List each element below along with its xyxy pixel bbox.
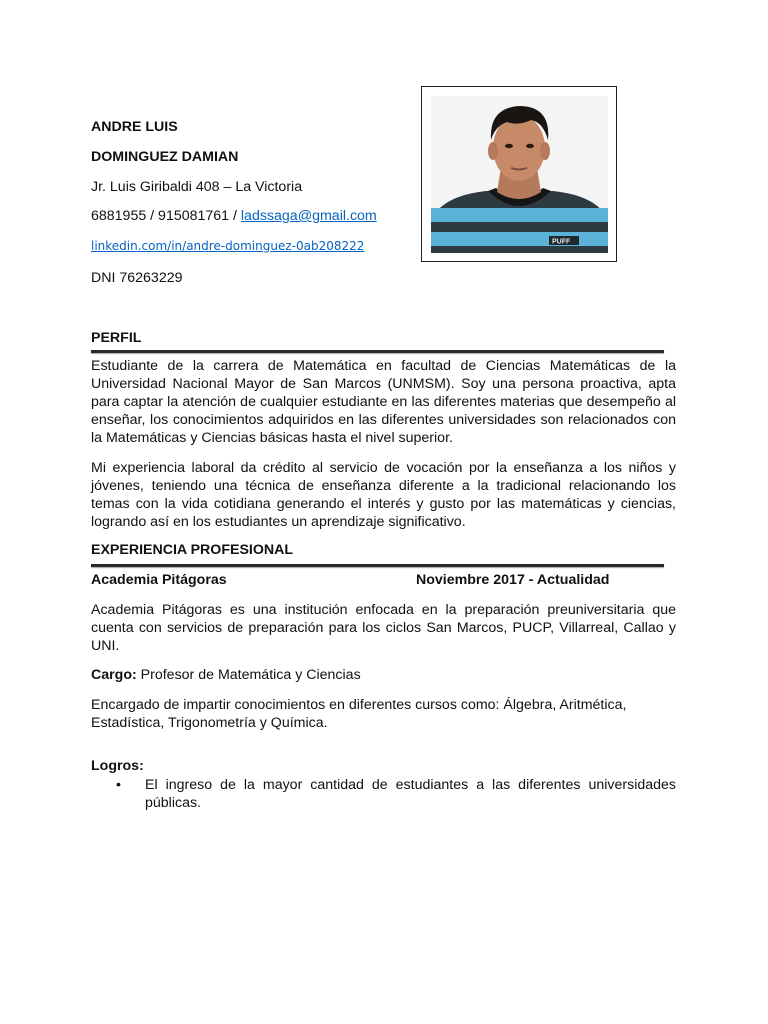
logros-item xyxy=(116,776,676,812)
profile-photo-frame xyxy=(421,86,617,262)
employer-description: Academia Pitágoras es una institución enfocada en la preparación preuniversitaria que cuenta con servicios de preparación para los ciclos San Marcos, PUCP, Villarreal, Callao y UNI. xyxy=(91,602,676,654)
contact-line xyxy=(91,208,377,224)
logros-list xyxy=(116,776,676,812)
section-title-experiencia: EXPERIENCIA PROFESIONAL xyxy=(91,542,294,558)
section-title-perfil: PERFIL xyxy=(91,330,142,346)
cargo-line xyxy=(91,667,361,683)
dni: DNI 76263229 xyxy=(91,270,183,286)
employment-period: Noviembre 2017 - Actualidad xyxy=(416,572,610,588)
name-last: DOMINGUEZ DAMIAN xyxy=(91,149,239,165)
perfil-divider xyxy=(91,350,664,353)
shirt-text: PUFF xyxy=(552,238,571,246)
logros-title: Logros: xyxy=(91,758,144,774)
experiencia-divider xyxy=(91,564,664,567)
perfil-paragraph-1: Estudiante de la carrera de Matemática en facultad de Ciencias Matemáticas de la Universidad Nacional Mayor de San Marcos (UNMSM). Soy una persona proactiva, apta para captar la atención de cualquier estudiante en las diferentes materias que desempeño al enseñar, los conocimientos adquiridos en las diferentes universidades son relacionados con la Matemáticas y Ciencias básicas hasta el nivel superior. xyxy=(91,358,676,446)
name-first: ANDRE LUIS xyxy=(91,119,178,135)
bullet-icon: • xyxy=(116,777,121,793)
employer-name: Academia Pitágoras xyxy=(91,572,227,588)
address: Jr. Luis Giribaldi 408 – La Victoria xyxy=(91,179,303,195)
linkedin-link[interactable]: linkedin.com/in/andre-dominguez-0ab208222 xyxy=(91,239,365,253)
perfil-paragraph-2: Mi experiencia laboral da crédito al servicio de vocación por la enseñanza a los niños y jóvenes, teniendo una técnica de enseñanza diferente a la tradicional relacionando los temas con la vida cotidiana generando el interés y gusto por las matemáticas y ciencias, logrando así en los estudiantes un aprendizaje significativo. xyxy=(91,460,676,530)
cargo-value: Profesor de Matemática y Ciencias xyxy=(136,667,361,683)
profile-photo xyxy=(431,96,608,253)
email-link[interactable]: ladssaga@gmail.com xyxy=(240,208,377,224)
duties-text: Encargado de impartir conocimientos en diferentes cursos como: Álgebra, Aritmética, Estadística, Trigonometría y Química. xyxy=(91,697,627,731)
phone-numbers: 6881955 / 915081761 / xyxy=(91,208,241,224)
cargo-label: Cargo: xyxy=(91,667,137,683)
logros-item-text: El ingreso de la mayor cantidad de estudiantes a las diferentes universidades públicas. xyxy=(145,777,676,811)
